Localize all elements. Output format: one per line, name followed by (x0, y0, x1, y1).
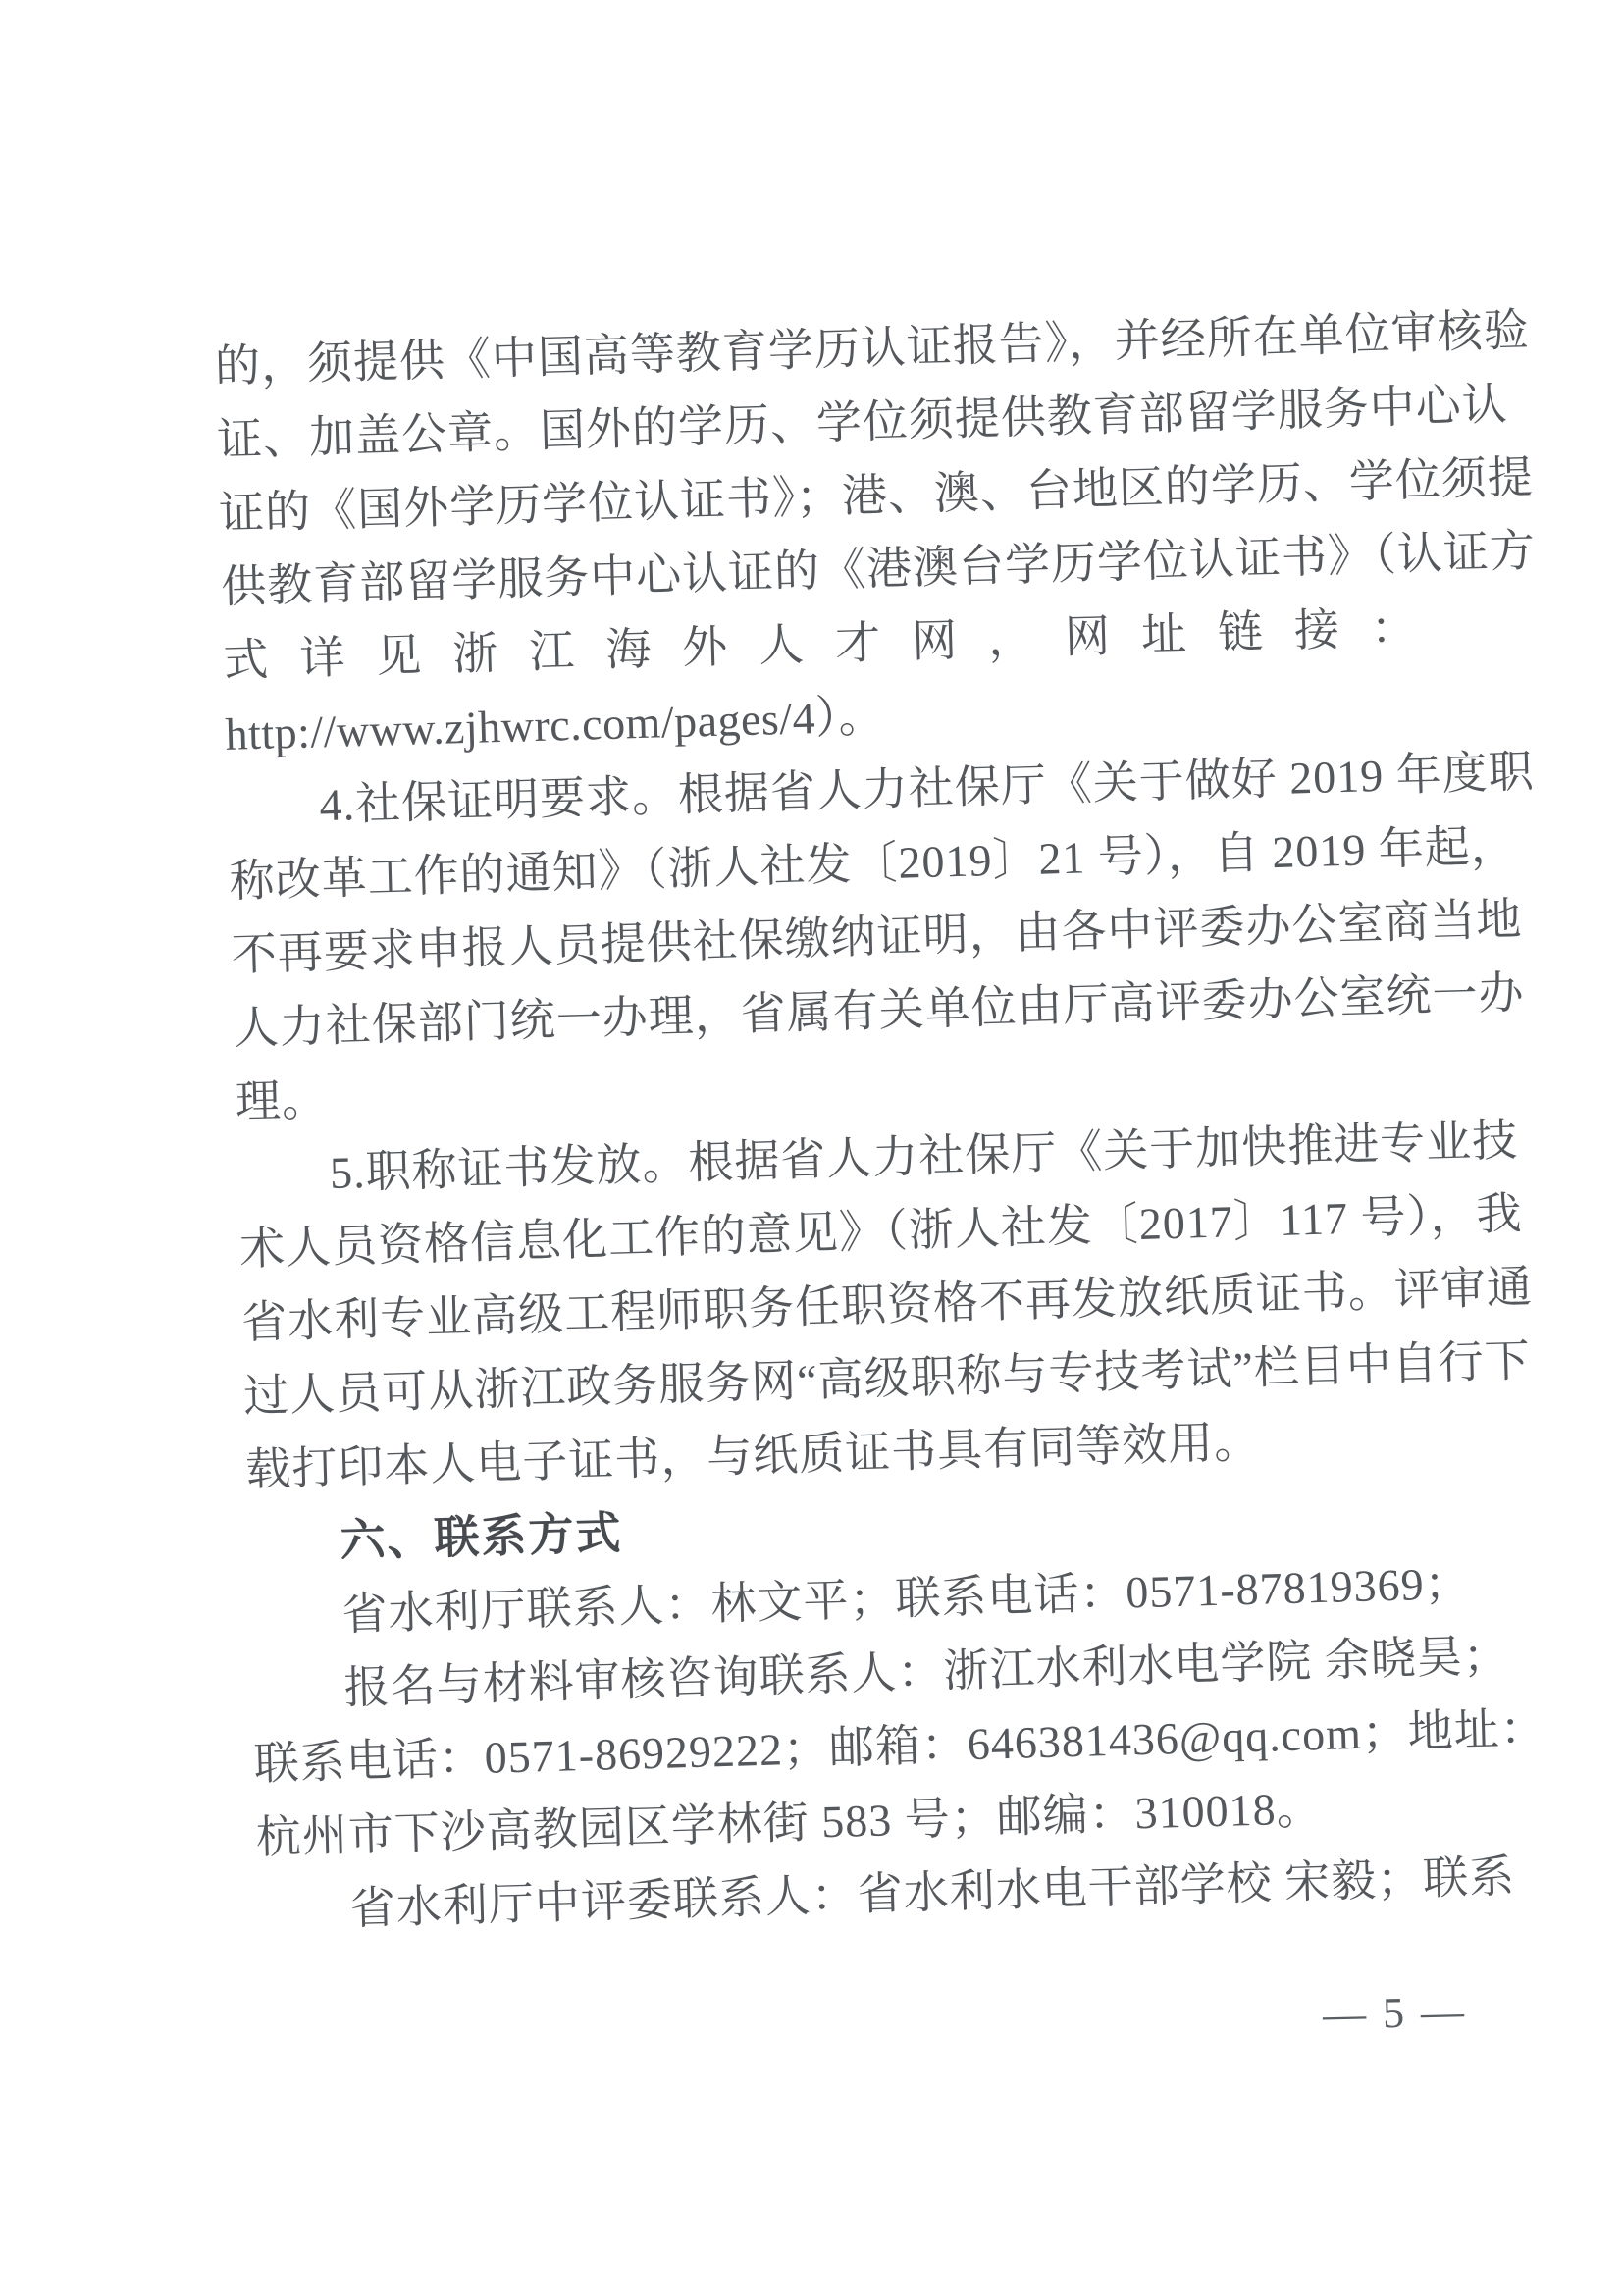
text-line: 4.社保证明要求。根据省人力社保厅《关于做好 2019 年度职 (318, 746, 1536, 831)
text-line: 称改革工作的通知》（浙人社发〔2019〕21 号），自 2019 年起， (228, 820, 1518, 907)
document-body (214, 295, 1547, 1948)
text-line: 供教育部留学服务中心认证的《港澳台学历学位认证书》（认证方 (220, 525, 1537, 612)
text-line: 载打印本人电子证书，与纸质证书具有同等效用。 (244, 1416, 1261, 1495)
text-line: 证、加盖公章。国外的学历、学位须提供教育部留学服务中心认 (216, 379, 1509, 465)
text-line: 人力社保部门统一办理，省属有关单位由厅高评委办公室统一办 (233, 966, 1526, 1054)
text-line: 过人员可从浙江政务服务网“高级职称与专技考试”栏目中自行下 (242, 1334, 1532, 1422)
url-text: http://www.zjhwrc.com/pages/4）。 (224, 691, 885, 759)
text-line: 不再要求申报人员提供社保缴纳证明，由各中评委办公室商当地 (231, 894, 1523, 980)
text-line: 杭州市下沙高教园区学林街 583 号；邮编：310018。 (255, 1783, 1324, 1863)
text-line: 的，须提供《中国高等教育学历认证报告》，并经所在单位审核验 (214, 304, 1531, 391)
text-line: 报名与材料审核咨询联系人：浙江水利水电学院 余晓昊； (342, 1630, 1510, 1713)
text-line: 理。 (235, 1074, 329, 1127)
text-line: 省水利厅中评委联系人：省水利水电干部学校 宋毅；联系 (349, 1851, 1516, 1934)
page-number: — 5 — (1322, 1987, 1468, 2039)
text-line: 式详见浙江海外人才网，网址链接： (222, 601, 1448, 686)
section-heading: 六、联系方式 (339, 1506, 624, 1566)
text-line: 联系电话：0571-86929222；邮箱：646381436@qq.com；地址： (253, 1702, 1547, 1790)
text-line: 省水利专业高级工程师职务任职资格不再发放纸质证书。评审通 (240, 1261, 1534, 1348)
text-line: 证的《国外学历学位认证书》；港、澳、台地区的学历、学位须提 (218, 451, 1535, 539)
text-line: 5.职称证书发放。根据省人力社保厅《关于加快推进专业技 (329, 1115, 1519, 1199)
text-line: 省水利厅联系人：林文平；联系电话：0571-87819369； (340, 1557, 1472, 1640)
text-line: 术人员资格信息化工作的意见》（浙人社发〔2017〕117 号），我 (238, 1188, 1524, 1275)
